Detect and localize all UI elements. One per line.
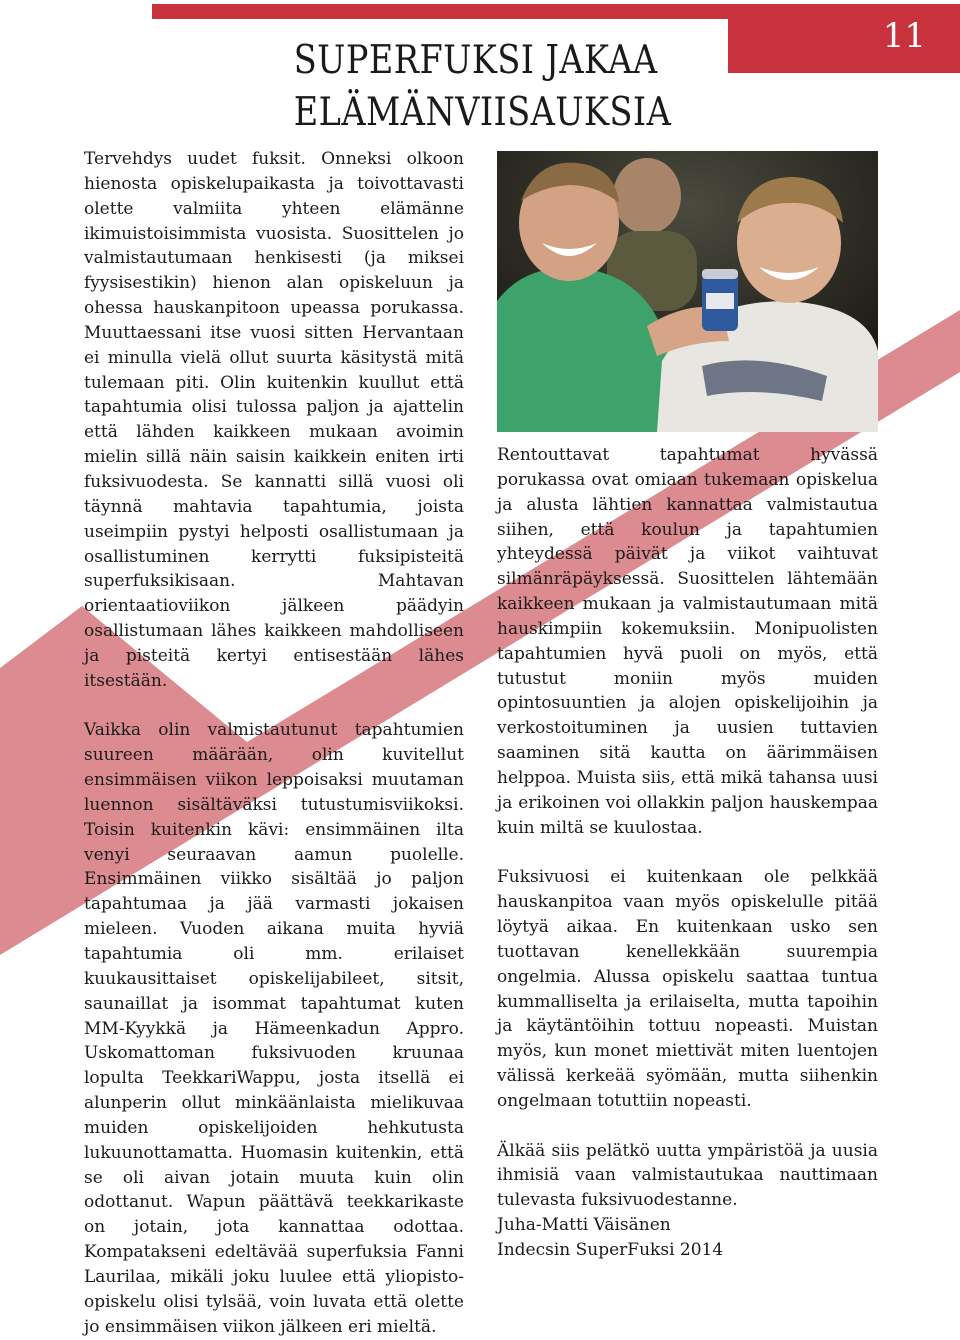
author-title: Indecsin SuperFuksi 2014 [497, 1240, 724, 1260]
title-line-2: ELÄMÄNVIISAUKSIA [293, 90, 672, 135]
photo [497, 151, 878, 432]
author-name: Juha-Matti Väisänen [497, 1215, 671, 1236]
right-column [497, 443, 878, 1263]
article-title [293, 35, 672, 139]
title-line-1: SUPERFUKSI JAKAA [293, 38, 658, 83]
body-paragraph: Rentouttavat tapahtumat hyvässä porukassa ovat omiaan tukemaan opiskelua ja alusta lähtien kannattaa valmistautua siihen, että koulun ja tapahtumien yhteydessä päivät ja viikot vaihtuvat silmänräpäyksessä. Suosittelen lähtemään kaikkeen mukaan ja valmistautumaan mitä hauskimpiin kokemuksiin. Monipuolisten tapahtumien hyvä puoli on myös, että tutustut moniin myös muiden opintosuuntien ja alojen opiskelijoihin ja verkostoituminen ja uusien tuttavien saaminen sitä kautta on äärimmäisen helppoa. Muista siis, että mikä tahansa uusi ja erikoinen voi ollakkin paljon hauskempaa kuin miltä se kuulostaa. [497, 445, 878, 838]
left-column [84, 147, 464, 1340]
body-paragraph: Vaikka olin valmistautunut tapahtumien suureen määrään, olin kuvitellut ensimmäisen viikon leppoisaksi muutaman luennon sisältäväksi tutustumisviikoksi. Toisin kuitenkin kävi: ensimmäinen ilta venyi seuraavan aamun puolelle. Ensimmäinen viikko sisältää jo paljon tapahtumaa ja jää varmasti jokaisen mieleen. Vuoden aikana muita hyviä tapahtumia oli mm. erilaiset kuukausittaiset opiskelijabileet, sitsit, saunaillat ja isommat tapahtumat kuten MM-Kyykkä ja Hämeenkadun Appro. Uskomattoman fuksivuoden kruunaa lopulta TeekkariWappu, josta itsellä ei alunperin ollut minkäänlaista mielikuvaa muiden opiskelijoiden hehkutusta lukuunottamatta. Huomasin kuitenkin, että se oli aivan jotain muuta kuin olin odottanut. Wapun päättävä teekkarikaste on jotain, jota kannattaa odottaa. Kompatakseni edeltävää superfuksia Fanni Laurilaa, mikäli joku luulee että yliopisto-opiskelu olisi tylsää, voin luvata että olette jo ensimmäisen viikon jälkeen eri mieltä. [84, 720, 464, 1337]
body-paragraph: Tervehdys uudet fuksit. Onneksi olkoon hienosta opiskelupaikasta ja toivottavasti olette valmiita yhteen elämänne ikimuistoisimmista vuosista. Suosittelen jo valmistautumaan henkisesti (ja miksei fyysisestikin) hienon alan opiskeluun ja ohessa hauskanpitoon upeassa porukassa. Muuttaessani itse vuosi sitten Hervantaan ei minulla vielä ollut suurta käsitystä mitä tulemaan piti. Olin kuitenkin kuullut että tapahtumia olisi tulossa paljon ja ajattelin että lähden kaikkeen mukaan avoimin mielin sillä näin saisin kaikkein eniten irti fuksivuodesta. Se kannatti sillä vuosi oli täynnä mahtavia tapahtumia, joista useimpiin pystyi helposti osallistumaan ja osallistuminen kerrytti fuksipisteitä superfuksikisaan. Mahtavan orientaatioviikon jälkeen päädyin osallistumaan lähes kaikkeen mahdolliseen ja pisteitä kertyi entisestään lähes itsestään. [84, 149, 464, 691]
photo-two-smiling-students-icon [497, 151, 878, 432]
header-bar [152, 4, 730, 19]
body-paragraph: Fuksivuosi ei kuitenkaan ole pelkkää hauskanpitoa vaan myös opiskelulle pitää löytyä aikaa. En kuitenkaan usko sen tuottavan kenellekkään suurempia ongelmia. Alussa opiskelu saattaa tuntua kummalliselta ja erilaiselta, mutta tapoihin ja käytäntöihin tottuu nopeasti. Muistan myös, kun monet miettivät miten luentojen välissä kerkeää syömään, mutta siihenkin ongelmaan totuttiin nopeasti. [497, 867, 878, 1111]
body-paragraph: Älkää siis pelätkö uutta ympäristöä ja uusia ihmisiä vaan valmistautukaa nauttimaan tulevasta fuksivuodestanne. [497, 1140, 878, 1211]
page-number: 11 [882, 16, 926, 56]
